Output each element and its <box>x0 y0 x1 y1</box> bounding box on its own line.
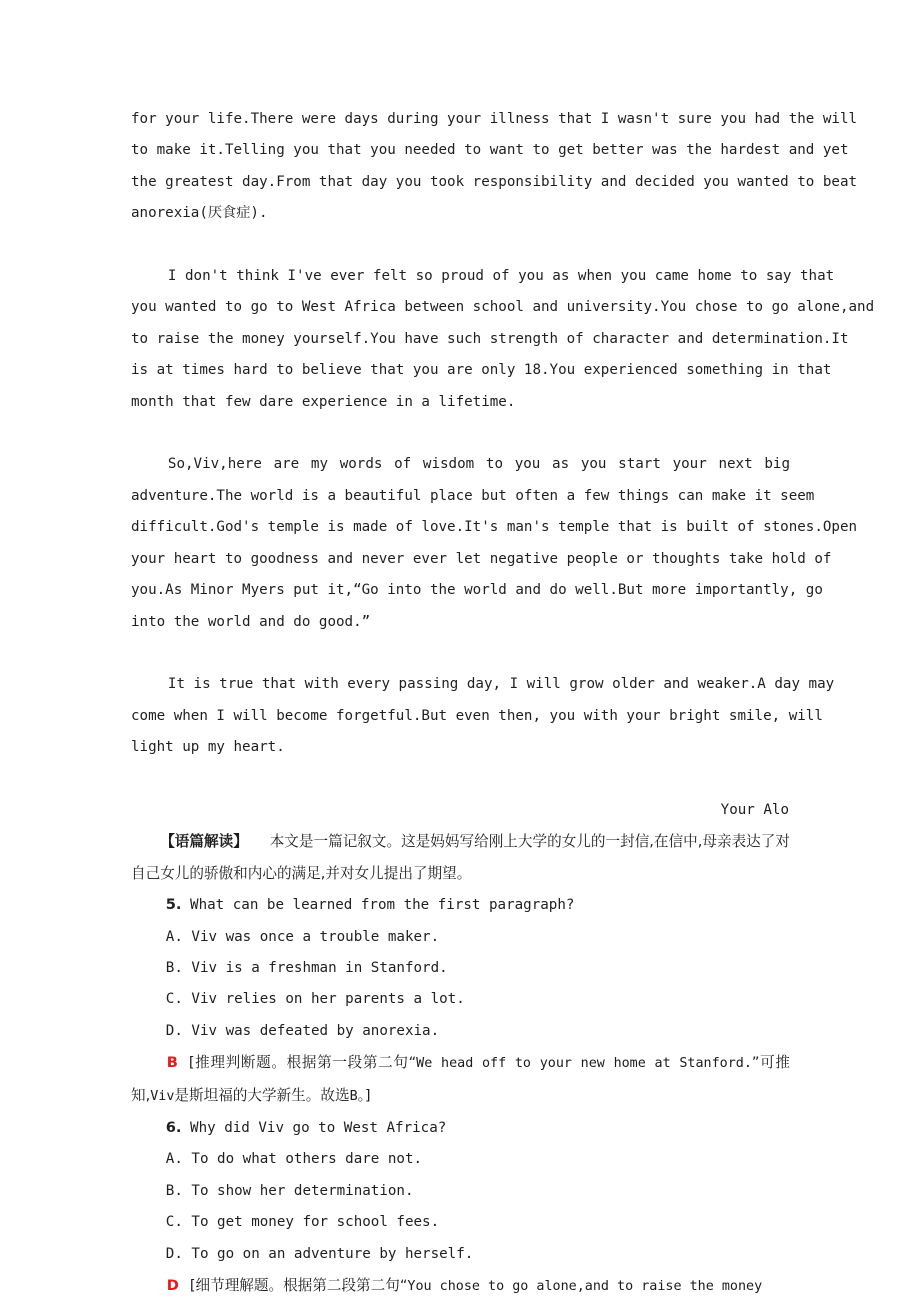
explanation-cn: 可推知, <box>131 1054 790 1104</box>
explanation-name-en: Viv <box>150 1088 175 1104</box>
passage-paragraph <box>131 261 875 449</box>
answer-explanation-6 <box>131 1270 790 1302</box>
passage-paragraph <box>131 449 858 669</box>
question-number: 6. <box>165 1119 182 1136</box>
explanation-cn: 。] <box>357 1086 371 1104</box>
passage-line: It is true that with every passing day, I will grow older and weaker.A day may <box>167 676 835 693</box>
passage-line: difficult.God's temple is made of love.It's man's temple that is built of stones.Open <box>131 519 858 536</box>
letter-signature: Your Alo <box>720 801 789 818</box>
passage-line: your heart to goodness and never ever let negative people or thoughts take hold of <box>131 550 832 567</box>
question-stem <box>131 1112 790 1144</box>
question-option-d[interactable]: D. Viv was defeated by anorexia. <box>165 1022 440 1039</box>
passage-paragraph <box>131 104 858 261</box>
passage-line: the greatest day.From that day you took responsibility and decided you wanted to beat <box>131 173 858 190</box>
explanation-cn: ” <box>751 1054 760 1072</box>
passage-line: to raise the money yourself.You have such strength of character and determination.It <box>131 330 849 347</box>
reading-passage <box>131 104 875 826</box>
analysis-label: 【语篇解读】 <box>160 833 248 851</box>
explanation-answer-en: B <box>349 1088 358 1104</box>
answer-letter: D <box>166 1277 179 1295</box>
passage-line: for your life.There were days during your illness that I wasn't sure you had the will <box>131 111 858 127</box>
analysis-text-line: 母亲表达了对自己女儿的骄傲和内心的满足,并对女儿提出了期望。 <box>131 833 790 882</box>
question-option-b[interactable]: B. Viv is a freshman in Stanford. <box>165 959 448 976</box>
passage-line: to make it.Telling you that you needed to want to get better was the hardest and yet <box>131 142 849 159</box>
explanation-cn: [细节理解题。根据第二段第二句“ <box>189 1277 408 1295</box>
question-option-a[interactable]: A. Viv was once a trouble maker. <box>165 928 440 945</box>
question-option-c[interactable]: C. To get money for school fees. <box>165 1214 440 1231</box>
explanation-quote-en: We head off to your new home at Stanford. <box>416 1056 752 1072</box>
explanation-cn: [推理判断题。根据第一段第二句“ <box>188 1054 417 1072</box>
question-option-b[interactable]: B. To show her determination. <box>165 1182 414 1199</box>
passage-line: come when I will become forgetful.But even then, you with your bright smile, will <box>131 707 823 724</box>
passage-line: light up my heart. <box>131 739 285 756</box>
question-stem-text: Why did Viv go to West Africa? <box>190 1120 447 1136</box>
passage-line: is at times hard to believe that you are only 18.You experienced something in that <box>131 362 832 379</box>
question-stem-text: What can be learned from the first paragraph? <box>190 897 575 914</box>
passage-line: into the world and do good.” <box>131 613 371 630</box>
question-block-6 <box>131 1112 790 1302</box>
passage-line: month that few dare experience in a lifetime. <box>131 393 516 410</box>
passage-line: anorexia(厌食症). <box>131 205 268 222</box>
page-content <box>131 104 875 1302</box>
question-block-5 <box>131 889 790 1112</box>
passage-line: you wanted to go to West Africa between school and university.You chose to go alone,and <box>131 299 875 316</box>
passage-paragraph <box>131 669 835 795</box>
question-option-a[interactable]: A. To do what others dare not. <box>165 1151 423 1168</box>
passage-line: I don't think I've ever felt so proud of you as when you came home to say that <box>167 268 835 285</box>
question-option-d[interactable]: D. To go on an adventure by herself. <box>165 1245 474 1262</box>
question-number: 5. <box>165 896 182 914</box>
passage-analysis <box>131 826 790 889</box>
explanation-quote-en: You chose to go alone,and to raise the money <box>407 1279 763 1295</box>
question-stem <box>131 889 790 921</box>
answer-letter: B <box>166 1054 178 1072</box>
answer-explanation-5 <box>131 1047 790 1112</box>
passage-line: you.As Minor Myers put it,“Go into the world and do well.But more importantly, go <box>131 582 823 599</box>
question-option-c[interactable]: C. Viv relies on her parents a lot. <box>165 991 465 1008</box>
explanation-cn: 是斯坦福的大学新生。故选 <box>174 1086 350 1104</box>
analysis-text-line: 本文是一篇记叙文。这是妈妈写给刚上大学的女儿的一封信,在信中, <box>269 833 703 851</box>
passage-line: adventure.The world is a beautiful place but often a few things can make it seem <box>131 487 815 504</box>
passage-line: So,Viv,here are my words of wisdom to you as you start your next big <box>167 456 790 473</box>
